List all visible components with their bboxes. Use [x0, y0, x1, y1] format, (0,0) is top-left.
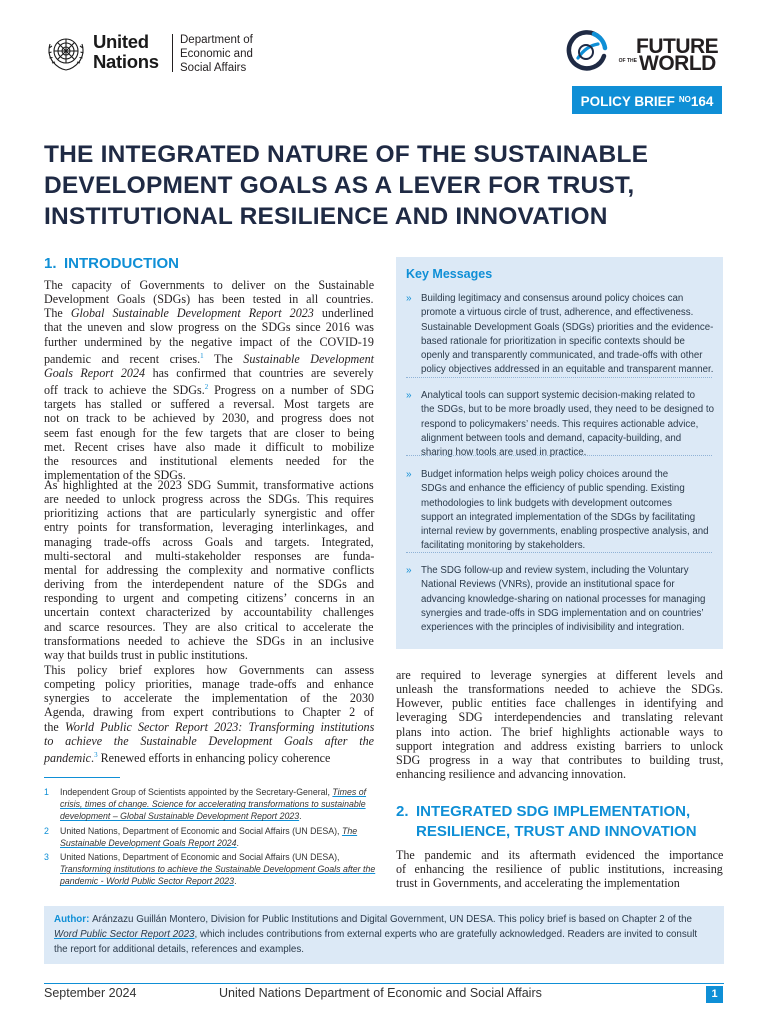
- text-line: Goals Report 2024 has confirmed that countries are severely: [44, 365, 374, 380]
- text-line: prioritizing actions that are particularly synergistic and offer: [44, 506, 375, 521]
- footnote: 1 Independent Group of Scientists appointed by the Secretary-General, Times of crisis, times of change. Science for accelerating transformations to sustainable development – Global Sustainable Development Report 2023.: [44, 787, 367, 822]
- page-number: 1: [706, 986, 723, 1003]
- text-line: pandemic and recent crises.$^1$ The Sustainable Development: [44, 351, 375, 366]
- text-line: way that builds trust in public institutions.: [44, 647, 248, 662]
- key-messages-box: [396, 257, 723, 649]
- key-message-separator: [406, 455, 712, 456]
- author-text-line: the report for additional details, references and examples.: [54, 944, 304, 955]
- text-line: the World Public Sector Report 2023: Transforming institutions: [44, 719, 375, 734]
- section-title-line2: RESILIENCE, TRUST AND INNOVATION: [416, 823, 697, 840]
- bullet-icon: »: [406, 293, 412, 304]
- document-title: THE INTEGRATED NATURE OF THE SUSTAINABLE DEVELOPMENT GOALS AS A LEVER FOR TRUST, INSTITUTIONAL RESILIENCE AND INNOVATION: [44, 141, 649, 230]
- text-line: managing trade-offs across Goals and targets. Integrated,: [44, 534, 374, 549]
- future-of-the-world-logo-icon: [564, 28, 608, 74]
- text-line: to achieve the Sustainable Development Goals after the: [44, 733, 375, 748]
- un-emblem-icon: [44, 30, 88, 74]
- text-line: mental for addressing the complexity and normative conflicts: [44, 562, 375, 577]
- text-line: unleash the transformations needed to achieve the SDGs.: [396, 682, 724, 697]
- text-line: of enhancing the resilience of public institutions, increasing: [396, 862, 723, 877]
- policy-brief-number: 164: [690, 94, 714, 109]
- text-line: responding to urgent and competing citizens’ concerns in an: [44, 591, 375, 606]
- section-title: INTRODUCTION: [64, 255, 179, 272]
- section-number: 2.: [396, 803, 409, 820]
- text-line: implementation of the SDGs.: [44, 468, 186, 483]
- footnote-number: 1: [44, 787, 49, 797]
- key-message-text: The SDG follow-up and review system, including the Voluntary National Reviews (VNRs), provide an institutional space for advancing knowledge-sharing on national processes for managing synergies and trade-offs in SDG implementation and on countries’ experiences with the principles of indivisibility and integration.: [421, 565, 706, 634]
- footnote: 3 United Nations, Department of Economic and Social Affairs (UN DESA), Transforming institutions to achieve the Sustainable Development Goals after the pandemic - World Public Sector Report 2023.: [44, 852, 376, 887]
- author-text-line: Word Public Sector Report 2023, which includes contributions from external experts who are gratefully acknowledged. Readers are invited to consult: [54, 929, 698, 940]
- footnote-number: 3: [44, 852, 49, 863]
- text-line: synergies to accelerate the implementation of the 2030: [44, 691, 375, 706]
- logo-of-the-text: OF THE: [618, 58, 637, 64]
- section-2-paragraph-1: [396, 848, 723, 890]
- bullet-icon: »: [406, 390, 412, 401]
- footer-organization: United Nations Department of Economic and Social Affairs: [219, 986, 542, 1000]
- text-line: enhancing resilience and advancing innovation.: [396, 767, 627, 782]
- footnotes: [44, 786, 374, 890]
- key-message-text: Analytical tools can support systemic decision-making related to the SDGs, but to be more broadly used, they need to be designed to respond to policymakers’ needs. This requires actionable advice, alignment between tools and demand, capacity-building, and sharing how tools are used in practice.: [421, 390, 714, 459]
- intro-paragraph-2: [44, 478, 374, 662]
- text-line: multi-sectoral and multi-stakeholder responses are funda-: [44, 548, 375, 563]
- text-line: competing policy priorities, manage trade-offs and enhance: [44, 677, 374, 692]
- policy-brief-badge: [572, 86, 722, 114]
- footnote-number: 2: [44, 825, 49, 836]
- un-name: United Nations: [93, 31, 159, 72]
- key-messages-title: Key Messages: [406, 267, 493, 281]
- section-2-heading: [396, 802, 697, 842]
- footer-date: September 2024: [44, 986, 137, 1000]
- author-label: Author:: [54, 914, 93, 925]
- key-message-text: Building legitimacy and consensus around policy choices can promote a virtuous circle of trust, adherence, and effectiveness. Sustainable Development Goals (SDGs) priorities and the evidence- based rationale for prioritization in specific contexts should be openly and transparently communicated, and trade-offs with other policy objectives addressed in an equitable and transparent manner.: [421, 293, 714, 376]
- text-line: support integration and address existing barriers to unlock: [396, 738, 724, 753]
- text-line: uncertain context characterized by accountability challenges: [44, 605, 374, 620]
- logo-world-text: WORLD: [639, 52, 716, 75]
- logo-future-text: FUTURE: [636, 35, 719, 58]
- text-line: plans into action. The brief highlights actionable ways to: [396, 724, 723, 739]
- text-line: not on track to be achieved by 2030, and progress does not: [44, 411, 375, 426]
- text-line: transformations needed to achieve the SDGs in an inclusive: [44, 633, 374, 648]
- text-line: SDG progress in a way that contributes to building trust,: [396, 752, 724, 767]
- header-divider: [172, 34, 173, 72]
- text-line: The pandemic and its aftermath evidenced the importance: [396, 848, 724, 862]
- text-line: Agenda, drawing from expert contributions to Chapter 2 of: [44, 705, 374, 720]
- text-line: However, public entities face challenges in identifying and: [396, 696, 724, 711]
- key-message-text: Budget information helps weigh policy choices around the SDGs and enhance the efficiency of public spending. Existing methodologies to link budgets with development outcomes support an integrated implementation of the SDGs by facilitating internal review by governments, enabling prospective analysis, and facilitating monitoring by stakeholders.: [421, 469, 709, 552]
- bullet-icon: »: [406, 565, 412, 576]
- text-line: and scarce resources. They are also critical to accelerate the: [44, 619, 374, 634]
- intro-paragraph-3-continued: [396, 668, 723, 781]
- text-line: This policy brief explores how Governments can assess: [44, 663, 375, 677]
- author-box: [44, 906, 724, 964]
- text-line: are needed to unlock progress across the SDGs. This requires: [44, 492, 374, 507]
- page-header: [0, 0, 768, 130]
- bullet-icon: »: [406, 469, 412, 480]
- author-text-line: Author: Aránzazu Guillán Montero, Division for Public Institutions and Digital Government, UN DESA. This policy brief is based on Chapter 2 of the: [54, 914, 692, 925]
- text-line: targets has stalled or suffered a reversal. Most targets are: [44, 397, 374, 412]
- text-line: that the uneven and slow progress on the SDGs since 2016 was: [44, 320, 374, 335]
- text-line: trust in Governments, and accelerating the implementation: [396, 876, 680, 891]
- text-line: entry points for transformation, leveraging interlinkages, and: [44, 520, 374, 535]
- intro-paragraph-3: [44, 663, 374, 765]
- key-message-separator: [406, 552, 712, 553]
- policy-brief-no: NO: [678, 95, 691, 104]
- footnote: 2 United Nations, Department of Economic and Social Affairs (UN DESA), The Sustainable Development Goals Report 2024.: [44, 825, 358, 848]
- intro-paragraph-1: [44, 278, 374, 482]
- text-line: are required to leverage synergies at different levels and: [396, 668, 723, 682]
- policy-brief-label: POLICY BRIEF: [580, 94, 675, 109]
- section-1-heading: [44, 254, 179, 274]
- section-number: 1.: [44, 255, 57, 272]
- footer-rule: [44, 983, 724, 984]
- text-line: Development Goals (SDGs) has been tested in all countries.: [44, 292, 374, 307]
- text-line: the resources and institutional elements needed for the: [44, 453, 374, 468]
- text-line: As highlighted at the 2023 SDG Summit, transformative actions: [44, 478, 374, 492]
- text-line: off track to achieve the SDGs.$^2$ Progress on a number of SDG: [44, 383, 375, 398]
- footnote-rule: [44, 777, 120, 778]
- department-name: Department of Economic and Social Affairs: [180, 34, 253, 74]
- text-line: pandemic.$^3$ Renewed efforts in enhancing policy coherence: [44, 750, 331, 765]
- text-line: The Global Sustainable Development Report 2023 underlined: [44, 306, 374, 321]
- text-line: leveraging SDG interdependencies and translating relevant: [396, 710, 724, 725]
- key-message-separator: [406, 377, 712, 378]
- text-line: deriving from the interdependent nature of the SDGs and: [44, 577, 375, 592]
- text-line: The capacity of Governments to deliver on the Sustainable: [44, 278, 375, 292]
- text-line: seem fast enough for the few targets that are closer to being: [44, 425, 375, 440]
- text-line: met. Recent crises have also made it difficult to mobilize: [44, 439, 375, 454]
- section-title-line1: INTEGRATED SDG IMPLEMENTATION,: [416, 803, 691, 820]
- text-line: further undermined by the negative impact of the COVID-19: [44, 334, 374, 349]
